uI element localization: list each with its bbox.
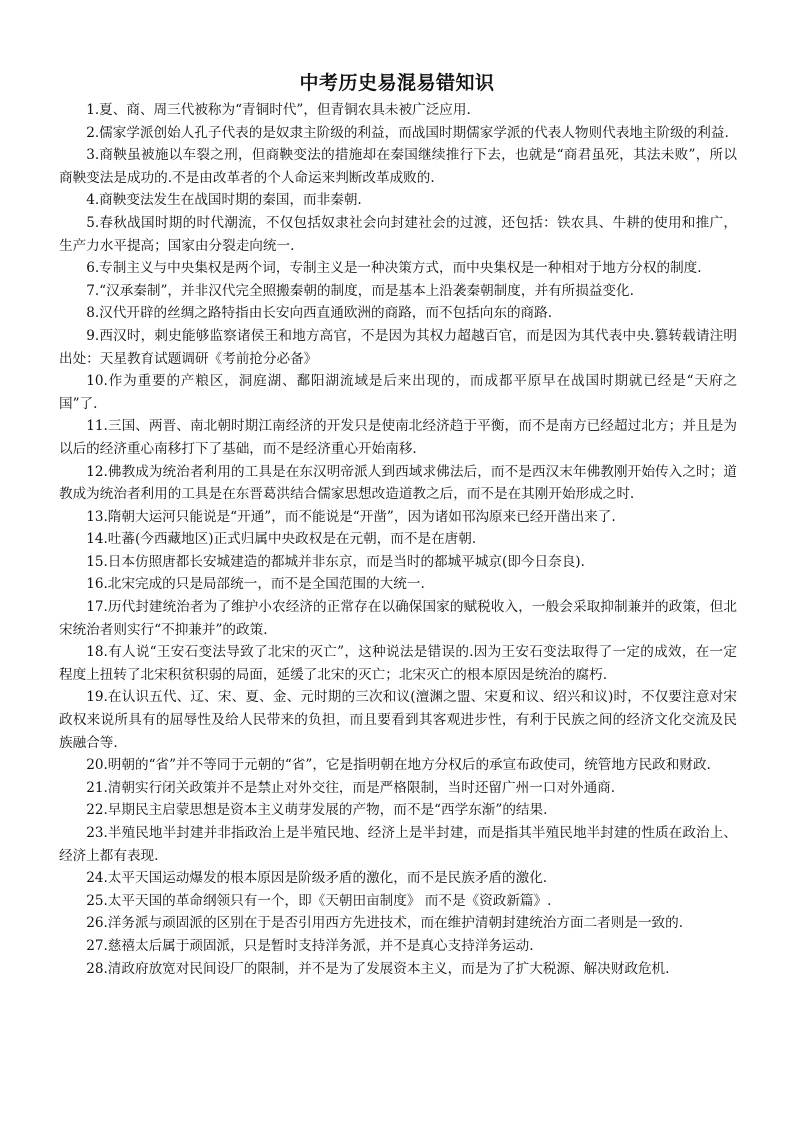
knowledge-item: 16.北宋完成的只是局部统一，而不是全国范围的大统一. [86,576,425,593]
knowledge-item: 19.在认识五代、辽、宋、夏、金、元时期的三次和议(澶渊之盟、宋夏和议、绍兴和议)时，不仅要注意对宋政权来说所具有的屈辱性及给人民带来的负担，而且要看到其客观进步性，有利于民族之间的经济文化交流及民族融合等. [59,689,737,751]
knowledge-item: 26.洋务派与顽固派的区别在于是否引用西方先进技术，而在维护清朝封建统治方面二者则是一致的. [86,915,684,932]
knowledge-item: 9.西汉时，刺史能够监察诸侯王和地方高官，不是因为其权力超越百官，而是因为其代表中央.篡转载请注明出处：天星教育试题调研《考前抢分必备》 [59,327,737,367]
knowledge-item: 28.清政府放宽对民间设厂的限制，并不是为了发展资本主义，而是为了扩大税源、解决财政危机. [86,960,670,977]
knowledge-item: 2.儒家学派创始人孔子代表的是奴隶主阶级的利益，而战国时期儒家学派的代表人物则代表地主阶级的利益. [86,124,729,141]
knowledge-item: 17.历代封建统治者为了维护小农经济的正常存在以确保国家的赋税收入，一般会采取抑制兼并的政策，但北宋统治者则实行“不抑兼并”的政策. [59,599,737,638]
knowledge-item: 3.商鞅虽被施以车裂之刑，但商鞅变法的措施却在秦国继续推行下去，也就是“商君虽死，其法未败”，所以商鞅变法是成功的.不是由改革者的个人命运来判断改革成败的. [59,147,737,186]
knowledge-item: 27.慈禧太后属于顽固派，只是暂时支持洋务派，并不是真心支持洋务运动. [86,937,534,954]
knowledge-item: 7.“汉承秦制”，并非汉代完全照搬秦朝的制度，而是基本上沿袭秦朝制度，并有所损益变化. [86,282,634,299]
knowledge-item: 8.汉代开辟的丝绸之路特指由长安向西直通欧洲的商路，而不包括向东的商路. [86,305,553,322]
document-body [59,99,737,980]
knowledge-item: 22.早期民主启蒙思想是资本主义萌芽发展的产物，而不是“西学东渐”的结果. [86,802,548,819]
knowledge-item: 15.日本仿照唐都长安城建造的都城并非东京，而是当时的都城平城京(即今日奈良). [86,553,585,570]
knowledge-item: 24.太平天国运动爆发的根本原因是阶级矛盾的激化，而不是民族矛盾的激化. [86,870,548,887]
knowledge-item: 25.太平天国的革命纲领只有一个，即《天朝田亩制度》 而不是《资政新篇》. [86,892,552,909]
knowledge-item: 13.隋朝大运河只能说是“开通”，而不能说是“开凿”，因为诸如邗沟原来已经开凿出来了. [86,508,616,525]
knowledge-item: 20.明朝的“省”并不等同于元朝的“省”，它是指明朝在地方分权后的承宣布政使司，统管地方民政和财政. [86,757,711,774]
knowledge-item: 14.吐蕃(今西藏地区)正式归属中央政权是在元朝，而不是在唐朝. [86,531,477,548]
knowledge-item: 4.商鞅变法发生在战国时期的秦国，而非秦朝. [86,192,362,209]
knowledge-item: 23.半殖民地半封建并非指政治上是半殖民地、经济上是半封建，而是指其半殖民地半封建的性质在政治上、经济上都有表现. [59,825,737,864]
knowledge-item: 6.专制主义与中央集权是两个词，专制主义是一种决策方式，而中央集权是一种相对于地方分权的制度. [86,260,702,277]
knowledge-item: 18.有人说“王安石变法导致了北宋的灭亡”，这种说法是错误的.因为王安石变法取得了一定的成效，在一定程度上扭转了北宋积贫积弱的局面，延缓了北宋的灭亡；北宋灭亡的根本原因是统治的腐朽. [59,644,737,683]
knowledge-item: 21.清朝实行闭关政策并不是禁止对外交往，而是严格限制，当时还留广州一口对外通商. [86,779,616,796]
document-title: 中考历史易混易错知识 [299,72,495,94]
knowledge-item: 12.佛教成为统治者利用的工具是在东汉明帝派人到西域求佛法后，而不是西汉末年佛教刚开始传入之时；道教成为统治者利用的工具是在东晋葛洪结合儒家思想改造道教之后，而不是在其刚开始形成之时. [59,463,737,503]
knowledge-item: 11.三国、两晋、南北朝时期江南经济的开发只是使南北经济趋于平衡，而不是南方已经超过北方；并且是为以后的经济重心南移打下了基础，而不是经济重心开始南移. [59,418,737,457]
knowledge-item: 10.作为重要的产粮区，洞庭湖、鄱阳湖流域是后来出现的，而成都平原早在战国时期就已经是“天府之国”了. [59,373,737,412]
knowledge-item: 5.春秋战国时期的时代潮流，不仅包括奴隶社会向封建社会的过渡，还包括：铁农具、牛耕的使用和推广，生产力水平提高；国家由分裂走向统一. [59,214,737,254]
knowledge-item: 1.夏、商、周三代被称为“青铜时代”，但青铜农具未被广泛应用. [86,102,471,118]
